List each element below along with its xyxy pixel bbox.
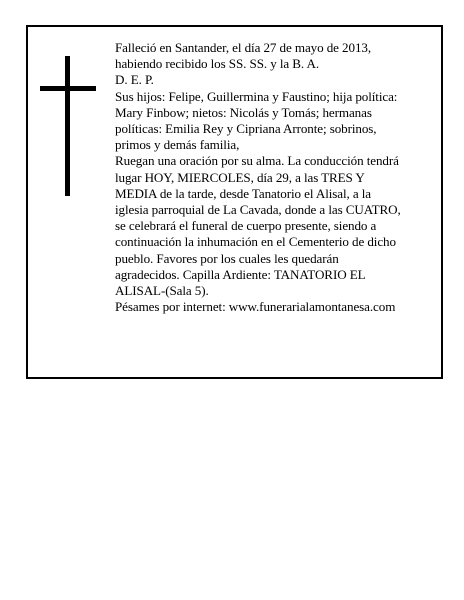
notice-line-death-announcement: Falleció en Santander, el día 27 de mayo de 2013, (115, 40, 372, 55)
cross-icon (40, 56, 96, 196)
notice-line-service-details: se celebrará el funeral de cuerpo presente, siendo a (115, 218, 377, 234)
notice-line-family: Mary Finbow; nietos: Nicolás y Tomás; hermanas (115, 104, 372, 120)
notice-line-family: políticas: Emilia Rey y Cipriana Arronte; sobrinos, (115, 121, 377, 137)
cross-horizontal-bar (40, 86, 96, 91)
notice-line-rip: D. E. P. (115, 72, 154, 88)
notice-line-service-details: MEDIA de la tarde, desde Tanatorio el Alisal, a la (115, 185, 371, 201)
notice-line-chapel: ALISAL-(Sala 5). (115, 283, 209, 299)
notice-line-service-details: lugar HOY, MIERCOLES, día 29, a las TRES Y (115, 169, 365, 185)
notice-line-service-details: pueblo. Favores por los cuales les quedarán (115, 250, 339, 266)
notice-line-chapel: agradecidos. Capilla Ardiente: TANATORIO EL (115, 266, 366, 282)
notice-line-service-details: iglesia parroquial de La Cavada, donde a las CUATRO, (115, 202, 401, 218)
obituary-notice (26, 25, 443, 379)
notice-line-service-details: continuación la inhumación en el Cementerio de dicho (115, 234, 396, 250)
notice-line-service-details: Ruegan una oración por su alma. La conducción tendrá (115, 153, 399, 169)
obituary-text (115, 40, 435, 315)
notice-line-family: primos y demás familia, (115, 137, 240, 153)
notice-line-condolences-website: Pésames por internet: www.funerarialamontanesa.com (115, 299, 396, 315)
notice-line-family: Sus hijos: Felipe, Guillermina y Faustino; hija política: (115, 88, 398, 104)
cross-vertical-bar (65, 56, 70, 196)
notice-line-sacraments: habiendo recibido los SS. SS. y la B. A. (115, 56, 320, 72)
